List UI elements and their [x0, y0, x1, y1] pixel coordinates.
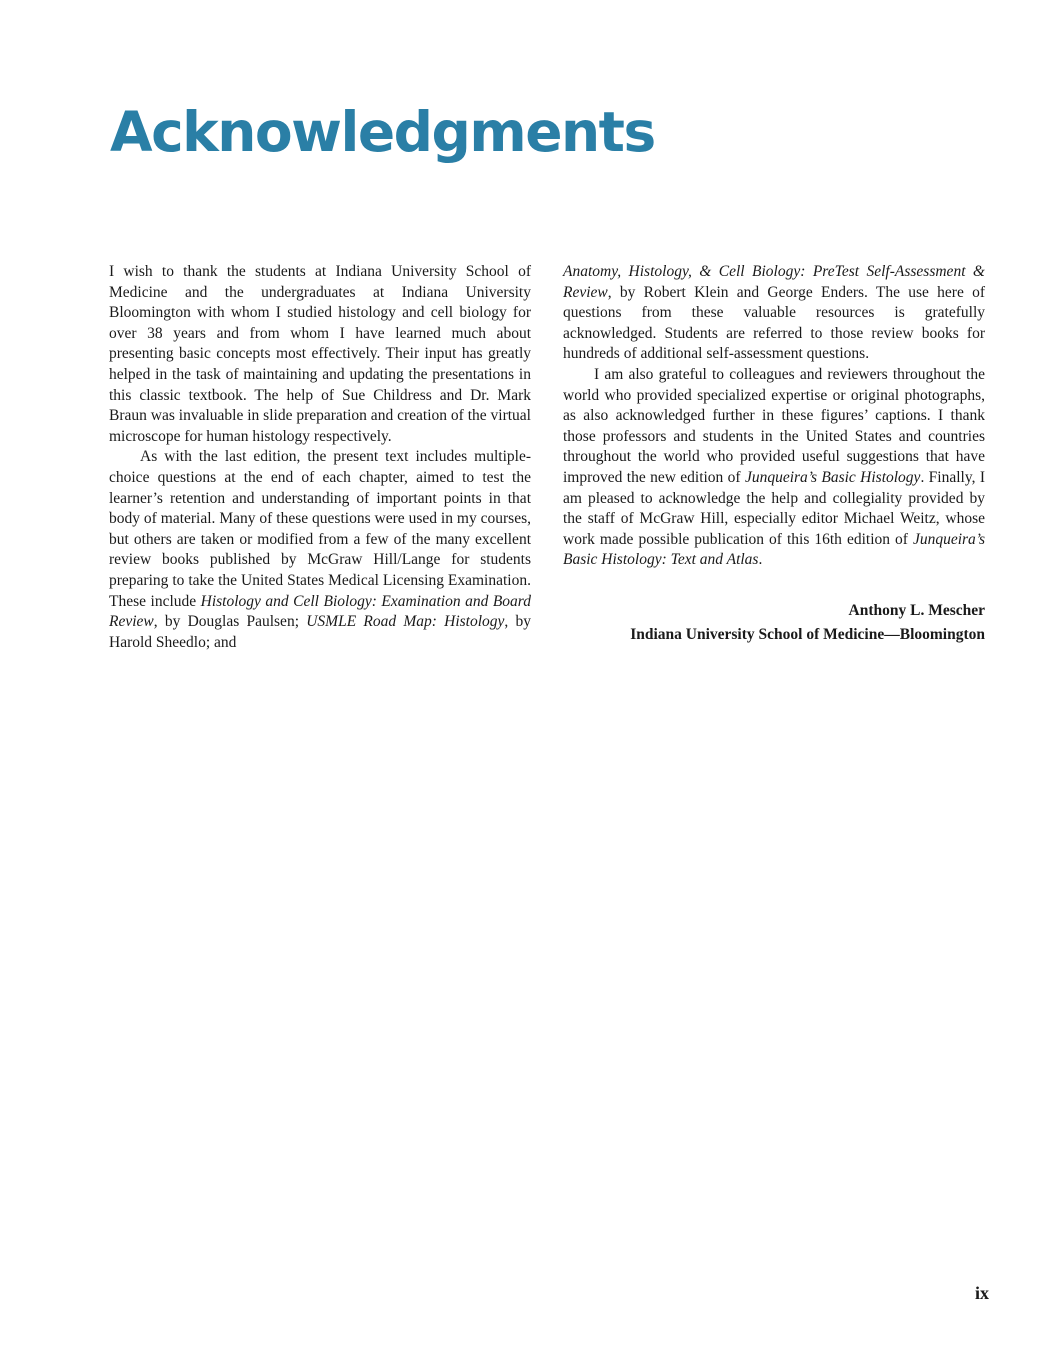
page-title: Acknowledgments	[110, 100, 655, 164]
paragraph	[563, 365, 985, 571]
book-title: USMLE Road Map: Histology	[306, 613, 505, 631]
book-title: Junqueira’s Basic Histology	[744, 468, 921, 486]
text-run: , by Robert Klein and George Enders. The use here of questions from these valuable resources is gratefully acknowledged. Students are referred to those review books for hundreds of additional self-assessment questions.	[563, 283, 985, 363]
book-title: Anatomy, Histology, & Cell Biology: PreTest Self-Assessment & Review	[563, 263, 985, 301]
signature-block	[563, 599, 985, 647]
text-run: I am also grateful to colleagues and reviewers throughout the world who provided specialized expertise or original photographs, as also acknowledged further in these figures’ captions. I thank those professors and students in the United States and countries throughout the world who provided useful suggestions that have improved the new edition of	[563, 365, 985, 486]
paragraph	[563, 262, 985, 365]
text-run: . Finally, I am pleased to acknowledge the help and collegiality provided by the staff of McGraw Hill, especially editor Michael Weitz, whose work made possible publication of this 16th edition of	[563, 468, 985, 548]
text-run: As with the last edition, the present text includes multiple-choice questions at the end of each chapter, aimed to test the learner’s retention and understanding of important points in that body of material. Many of these questions were used in my courses, but others are taken or modified from a few of the many excellent review books published by McGraw Hill/Lange for students preparing to take the United States Medical Licensing Examination. These include	[109, 448, 531, 610]
text-run: .	[758, 551, 763, 569]
signature-name: Anthony L. Mescher	[848, 601, 985, 619]
left-column	[109, 262, 531, 653]
page-number: ix	[974, 1283, 989, 1303]
text-run: , by Douglas Paulsen;	[153, 613, 307, 631]
signature-affiliation: Indiana University School of Medicine—Bloomington	[630, 625, 985, 643]
book-title: Histology and Cell Biology: Examination and Board Review	[109, 592, 531, 631]
right-column	[563, 262, 985, 647]
paragraph: I wish to thank the students at Indiana University School of Medicine and the undergraduates at Indiana University Bloomington with whom I studied histology and cell biology for over 38 years and from whom I have learned much about presenting basic concepts most effectively. Their input has greatly helped in the task of maintaining and updating the presentations in this classic textbook. The help of Sue Childress and Dr. Mark Braun was invaluable in slide preparation and creation of the virtual microscope for human histology respectively.	[109, 263, 531, 445]
text-run: , by Harold Sheedlo; and	[109, 613, 532, 651]
paragraph	[109, 447, 531, 653]
book-title: Junqueira’s Basic Histology: Text and Atlas	[563, 530, 985, 569]
